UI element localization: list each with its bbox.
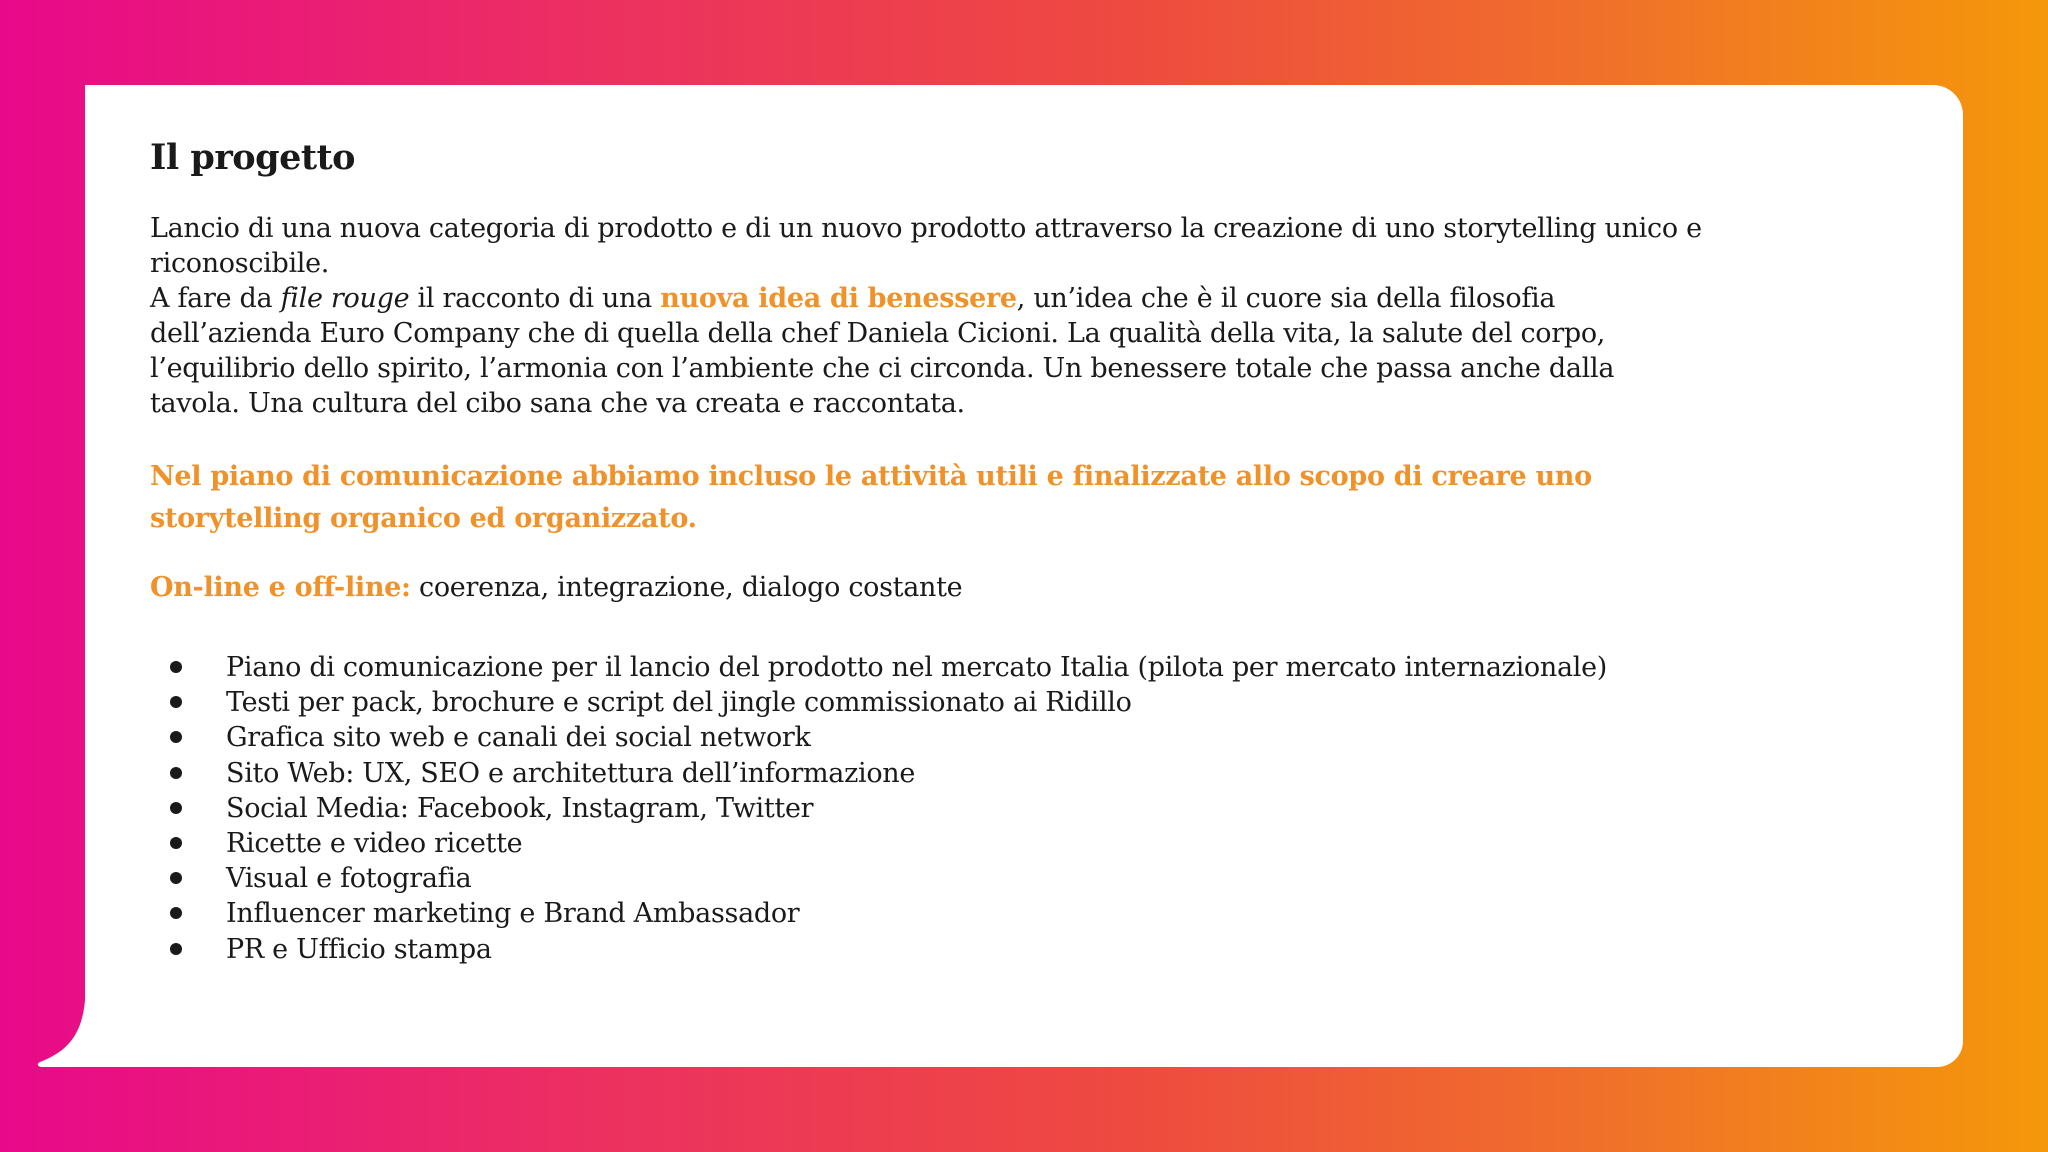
bullet-icon <box>170 802 182 814</box>
list-item-text: Visual e fotografia <box>226 863 472 895</box>
bullet-icon <box>170 661 182 673</box>
bullet-icon <box>170 943 182 955</box>
online-offline-text: coerenza, integrazione, dialogo costante <box>410 572 963 603</box>
intro-p2-mid: il racconto di una <box>409 283 661 314</box>
bullet-icon <box>170 731 182 743</box>
intro-p2-before: A fare da <box>150 283 281 314</box>
page-title: Il progetto <box>150 137 356 178</box>
list-item-text: PR e Ufficio stampa <box>226 933 492 965</box>
list-item <box>150 720 1710 755</box>
bullet-icon <box>170 767 182 779</box>
intro-p2-highlight: nuova idea di benessere <box>660 283 1017 314</box>
bullet-icon <box>170 907 182 919</box>
list-item-text: Sito Web: UX, SEO e architettura dell’informazione <box>226 757 916 789</box>
list-item <box>150 791 1710 826</box>
list-item <box>150 685 1710 720</box>
list-item <box>150 932 1710 967</box>
communication-plan-highlight: Nel piano di comunicazione abbiamo incluso le attività utili e finalizzate allo scopo di creare uno storytelling organico ed organizzato. <box>150 461 1592 534</box>
intro-paragraph-1: Lancio di una nuova categoria di prodotto e di un nuovo prodotto attraverso la creazione di uno storytelling unico e riconoscibile. <box>150 213 1702 279</box>
bullet-icon <box>170 696 182 708</box>
list-item-text: Testi per pack, brochure e script del jingle commissionato ai Ridillo <box>226 687 1132 719</box>
slide-content <box>150 128 1710 967</box>
list-item-text: Social Media: Facebook, Instagram, Twitter <box>226 792 814 824</box>
bullet-icon <box>170 872 182 884</box>
list-item <box>150 896 1710 931</box>
list-item-text: Ricette e video ricette <box>226 828 523 860</box>
list-item-text: Grafica sito web e canali dei social network <box>226 722 811 754</box>
intro-p2-italic: file rouge <box>280 283 410 314</box>
list-item <box>150 861 1710 896</box>
list-item <box>150 756 1710 791</box>
list-item-text: Piano di comunicazione per il lancio del prodotto nel mercato Italia (pilota per mercato internazionale) <box>226 652 1607 683</box>
list-item <box>150 650 1710 685</box>
bullet-icon <box>170 837 182 849</box>
online-offline-label: On-line e off-line: <box>150 572 411 603</box>
intro-text <box>150 211 1710 421</box>
intro-paragraph-2 <box>150 281 1710 421</box>
list-item-text: Influencer marketing e Brand Ambassador <box>226 898 800 930</box>
intro-p2-after: , un’idea che è il cuore sia della filosofia dell’azienda Euro Company che di quella della chef Daniela Cicioni. La qualità della vita, la salute del corpo, l’equilibrio dello spirito, l’armonia con l’ambiente che ci circonda. Un benessere totale che passa anche dalla tavola. Una cultura del cibo sana che va creata e raccontata. <box>150 283 1615 419</box>
list-item <box>150 826 1710 861</box>
online-offline-line <box>150 570 1710 606</box>
activity-bullet-list <box>150 650 1710 967</box>
